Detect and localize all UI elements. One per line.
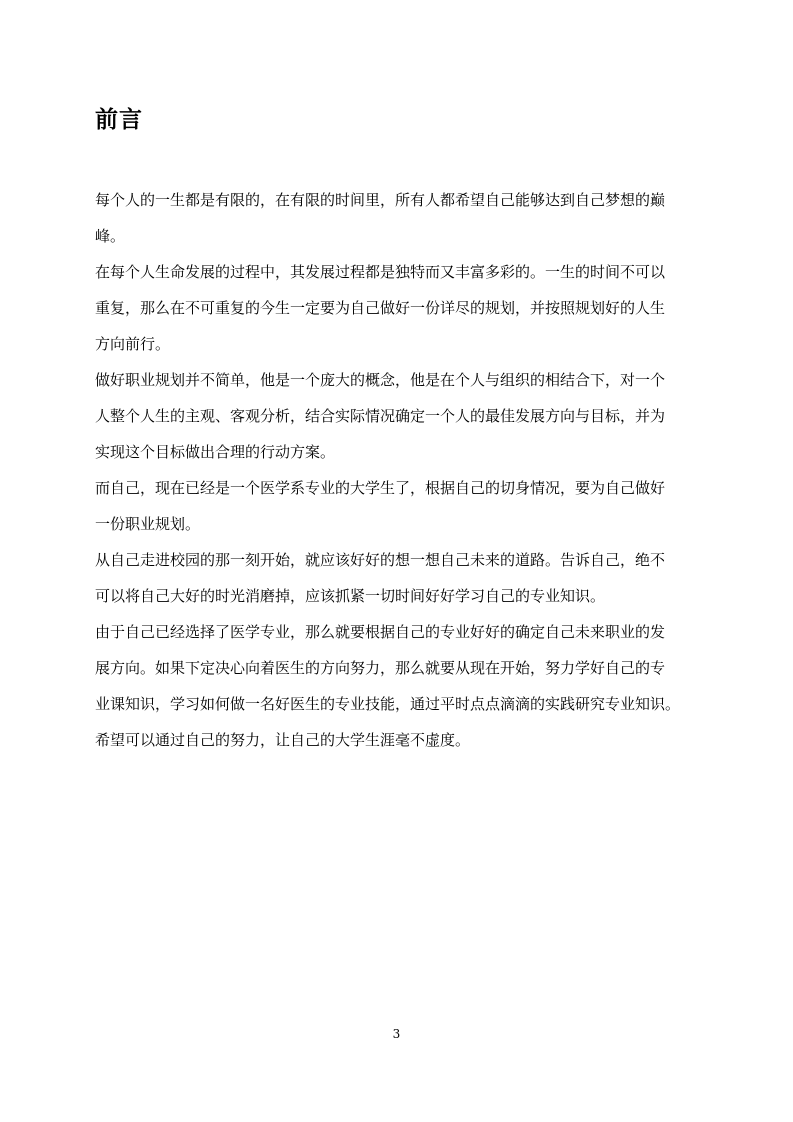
paragraph-6 <box>95 614 715 758</box>
paragraph-1 <box>95 182 715 254</box>
paragraph-2 <box>95 254 715 362</box>
text-line: 做好职业规划并不简单，他是一个庞大的概念，他是在个人与组织的相结合下，对一个 <box>95 371 666 389</box>
section-heading: 前言 <box>95 107 143 133</box>
page-number: 3 <box>392 1027 401 1041</box>
text-line: 实现这个目标做出合理的行动方案。 <box>95 443 336 461</box>
text-line: 方向前行。 <box>95 335 171 353</box>
text-line: 从自己走进校园的那一刻开始，就应该好好的想一想自己未来的道路。告诉自己，绝不 <box>95 551 666 569</box>
paragraph-4 <box>95 470 715 542</box>
text-line: 一份职业规划。 <box>95 515 201 533</box>
text-line: 业课知识，学习如何做一名好医生的专业技能，通过平时点点滴滴的实践研究专业知识。 <box>95 695 681 713</box>
text-line: 可以将自己大好的时光消磨掉，应该抓紧一切时间好好学习自己的专业知识。 <box>95 587 606 605</box>
text-line: 由于自己已经选择了医学专业，那么就要根据自己的专业好好的确定自己未来职业的发 <box>95 623 666 641</box>
paragraph-3 <box>95 362 715 470</box>
text-line: 每个人的一生都是有限的，在有限的时间里，所有人都希望自己能够达到自己梦想的巅 <box>95 191 666 209</box>
body-text <box>95 182 715 758</box>
text-line: 希望可以通过自己的努力，让自己的大学生涯毫不虚度。 <box>95 731 471 749</box>
text-line: 展方向。如果下定决心向着医生的方向努力，那么就要从现在开始，努力学好自己的专 <box>95 659 666 677</box>
text-line: 人整个人生的主观、客观分析，结合实际情况确定一个人的最佳发展方向与目标，并为 <box>95 407 666 425</box>
text-line: 而自己，现在已经是一个医学系专业的大学生了，根据自己的切身情况，要为自己做好 <box>95 479 666 497</box>
text-line: 峰。 <box>95 227 126 245</box>
text-line: 在每个人生命发展的过程中，其发展过程都是独特而又丰富多彩的。一生的时间不可以 <box>95 263 666 281</box>
text-line: 重复，那么在不可重复的今生一定要为自己做好一份详尽的规划，并按照规划好的人生 <box>95 299 666 317</box>
paragraph-5 <box>95 542 715 614</box>
